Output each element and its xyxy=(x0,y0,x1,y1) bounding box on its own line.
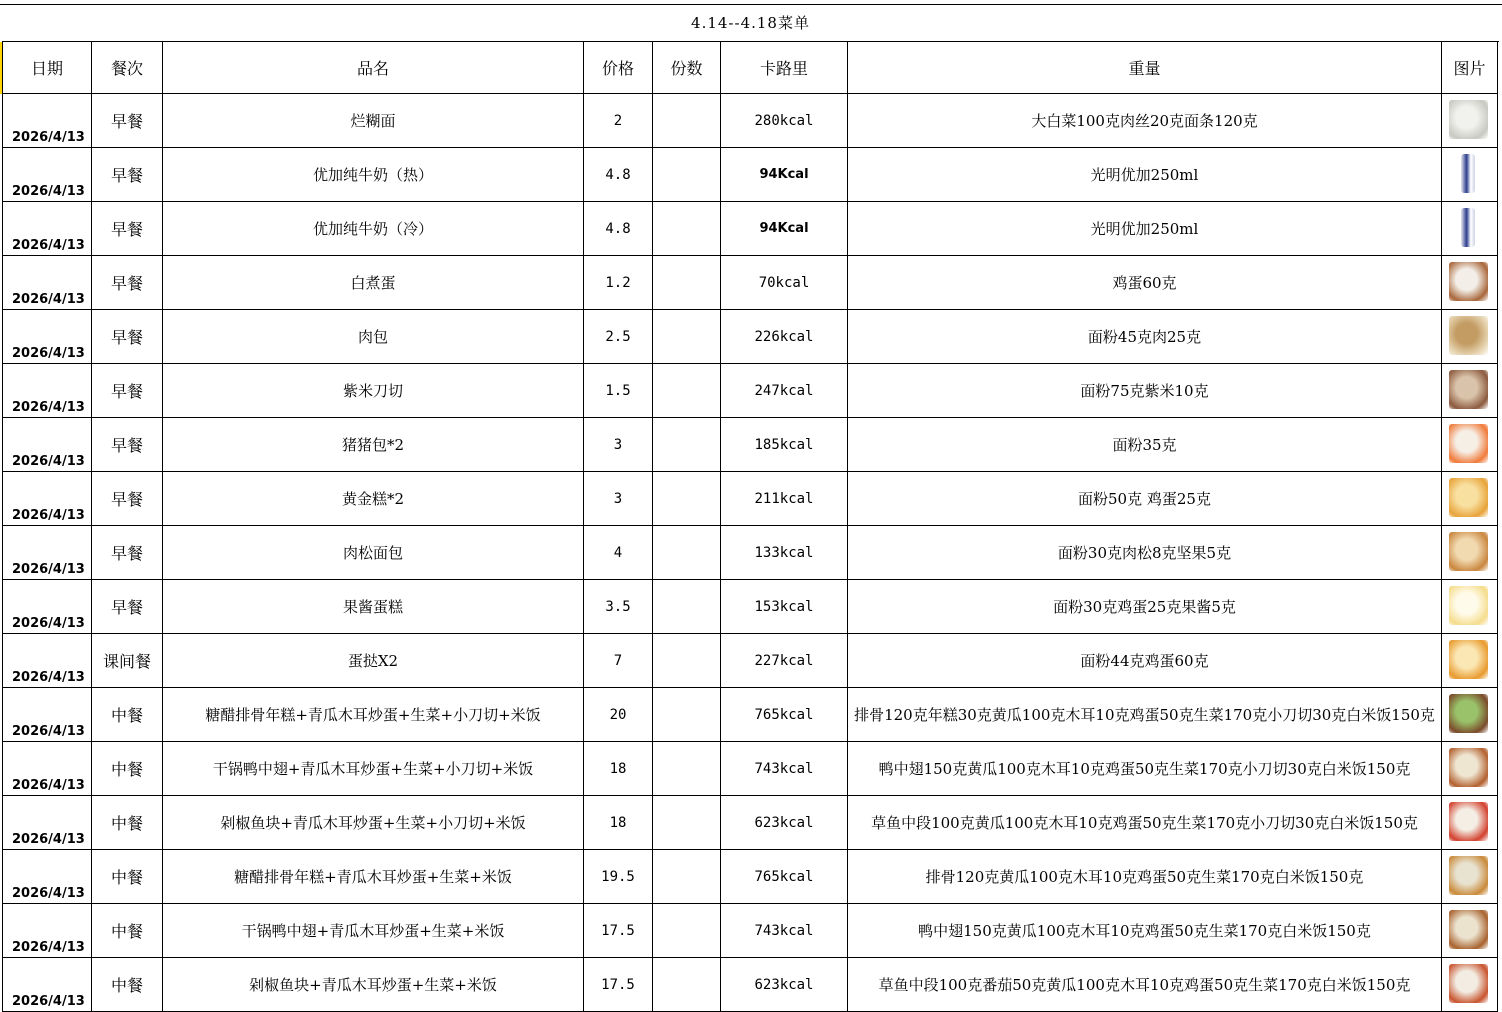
meal-cell[interactable]: 早餐 xyxy=(92,364,163,418)
table-row xyxy=(3,742,1498,796)
date-cell[interactable]: 2026/4/13 xyxy=(3,796,92,850)
weight-cell[interactable]: 面粉30克鸡蛋25克果酱5克 xyxy=(848,580,1442,634)
floss-bread-photo[interactable] xyxy=(1449,532,1488,571)
meal-cell[interactable]: 中餐 xyxy=(92,958,163,1012)
date-cell[interactable]: 2026/4/13 xyxy=(3,634,92,688)
header-date[interactable]: 日期 xyxy=(3,42,92,94)
price-cell[interactable]: 1.2 xyxy=(584,256,653,310)
weight-cell[interactable]: 鸡蛋60克 xyxy=(848,256,1442,310)
item-name-cell[interactable]: 蛋挞X2 xyxy=(163,634,584,688)
meal-cell[interactable]: 早餐 xyxy=(92,148,163,202)
header-price[interactable]: 价格 xyxy=(584,42,653,94)
item-name-cell[interactable]: 干锅鸭中翅+青瓜木耳炒蛋+生菜+小刀切+米饭 xyxy=(163,742,584,796)
header-image[interactable]: 图片 xyxy=(1442,42,1498,94)
weight-cell[interactable]: 大白菜100克肉丝20克面条120克 xyxy=(848,94,1442,148)
price-cell[interactable]: 3 xyxy=(584,472,653,526)
meal-cell[interactable]: 中餐 xyxy=(92,904,163,958)
item-name-cell[interactable]: 肉松面包 xyxy=(163,526,584,580)
meal-cell[interactable]: 早餐 xyxy=(92,472,163,526)
purple-rice-bun-photo[interactable] xyxy=(1449,370,1488,409)
item-name-cell[interactable]: 糖醋排骨年糕+青瓜木耳炒蛋+生菜+米饭 xyxy=(163,850,584,904)
qty-cell[interactable] xyxy=(653,850,721,904)
calories-cell[interactable]: 743kcal xyxy=(721,742,848,796)
date-cell[interactable]: 2026/4/13 xyxy=(3,256,92,310)
lunch-box-photo[interactable] xyxy=(1449,964,1488,1003)
meal-cell[interactable]: 中餐 xyxy=(92,850,163,904)
price-cell[interactable]: 17.5 xyxy=(584,904,653,958)
meal-cell[interactable]: 早餐 xyxy=(92,202,163,256)
meal-cell[interactable]: 中餐 xyxy=(92,688,163,742)
meat-bun-photo[interactable] xyxy=(1449,316,1488,355)
lunch-box-photo[interactable] xyxy=(1449,856,1488,895)
item-name-cell[interactable]: 果酱蛋糕 xyxy=(163,580,584,634)
sheet-title[interactable]: 4.14--4.18菜单 xyxy=(2,4,1499,42)
header-meal[interactable]: 餐次 xyxy=(92,42,163,94)
calories-cell[interactable]: 94Kcal xyxy=(721,148,848,202)
image-cell[interactable] xyxy=(1442,472,1498,526)
item-name-cell[interactable]: 糖醋排骨年糕+青瓜木耳炒蛋+生菜+小刀切+米饭 xyxy=(163,688,584,742)
weight-cell[interactable]: 面粉44克鸡蛋60克 xyxy=(848,634,1442,688)
meal-cell[interactable]: 早餐 xyxy=(92,580,163,634)
header-name[interactable]: 品名 xyxy=(163,42,584,94)
piggy-bun-photo[interactable] xyxy=(1449,424,1488,463)
date-cell[interactable]: 2026/4/13 xyxy=(3,418,92,472)
calories-cell[interactable]: 247kcal xyxy=(721,364,848,418)
image-cell[interactable] xyxy=(1442,850,1498,904)
qty-cell[interactable] xyxy=(653,310,721,364)
date-cell[interactable]: 2026/4/13 xyxy=(3,364,92,418)
item-name-cell[interactable]: 干锅鸭中翅+青瓜木耳炒蛋+生菜+米饭 xyxy=(163,904,584,958)
table-row xyxy=(3,580,1498,634)
price-cell[interactable]: 4.8 xyxy=(584,148,653,202)
item-name-cell[interactable]: 紫米刀切 xyxy=(163,364,584,418)
calories-cell[interactable]: 280kcal xyxy=(721,94,848,148)
price-cell[interactable]: 17.5 xyxy=(584,958,653,1012)
date-cell[interactable]: 2026/4/13 xyxy=(3,958,92,1012)
noodle-soup-photo[interactable] xyxy=(1449,100,1488,139)
item-name-cell[interactable]: 优加纯牛奶（冷） xyxy=(163,202,584,256)
jam-cake-photo[interactable] xyxy=(1449,586,1488,625)
date-cell[interactable]: 2026/4/13 xyxy=(3,688,92,742)
price-cell[interactable]: 20 xyxy=(584,688,653,742)
image-cell[interactable] xyxy=(1442,310,1498,364)
meal-cell[interactable]: 中餐 xyxy=(92,796,163,850)
image-cell[interactable] xyxy=(1442,94,1498,148)
calories-cell[interactable]: 185kcal xyxy=(721,418,848,472)
table-row xyxy=(3,148,1498,202)
weight-cell[interactable]: 鸭中翅150克黄瓜100克木耳10克鸡蛋50克生菜170克小刀切30克白米饭150克 xyxy=(848,742,1442,796)
header-weight[interactable]: 重量 xyxy=(848,42,1442,94)
qty-cell[interactable] xyxy=(653,958,721,1012)
table-row xyxy=(3,904,1498,958)
image-cell[interactable] xyxy=(1442,742,1498,796)
weight-cell[interactable]: 光明优加250ml xyxy=(848,148,1442,202)
price-cell[interactable]: 18 xyxy=(584,796,653,850)
image-cell[interactable] xyxy=(1442,634,1498,688)
image-cell[interactable] xyxy=(1442,526,1498,580)
price-cell[interactable]: 4 xyxy=(584,526,653,580)
qty-cell[interactable] xyxy=(653,796,721,850)
milk-carton-photo[interactable] xyxy=(1461,154,1475,193)
table-row xyxy=(3,256,1498,310)
qty-cell[interactable] xyxy=(653,688,721,742)
date-cell[interactable]: 2026/4/13 xyxy=(3,202,92,256)
header-calories[interactable]: 卡路里 xyxy=(721,42,848,94)
egg-tart-photo[interactable] xyxy=(1449,640,1488,679)
calories-cell[interactable]: 153kcal xyxy=(721,580,848,634)
image-cell[interactable] xyxy=(1442,256,1498,310)
image-cell[interactable] xyxy=(1442,796,1498,850)
meal-cell[interactable]: 早餐 xyxy=(92,526,163,580)
lunch-box-photo[interactable] xyxy=(1449,694,1488,733)
meal-cell[interactable]: 中餐 xyxy=(92,742,163,796)
item-name-cell[interactable]: 黄金糕*2 xyxy=(163,472,584,526)
date-cell[interactable]: 2026/4/13 xyxy=(3,472,92,526)
calories-cell[interactable]: 94Kcal xyxy=(721,202,848,256)
image-cell[interactable] xyxy=(1442,202,1498,256)
calories-cell[interactable]: 226kcal xyxy=(721,310,848,364)
qty-cell[interactable] xyxy=(653,148,721,202)
date-cell[interactable]: 2026/4/13 xyxy=(3,310,92,364)
meal-cell[interactable]: 早餐 xyxy=(92,94,163,148)
lunch-box-photo[interactable] xyxy=(1449,748,1488,787)
price-cell[interactable]: 2 xyxy=(584,94,653,148)
image-cell[interactable] xyxy=(1442,580,1498,634)
date-cell[interactable]: 2026/4/13 xyxy=(3,742,92,796)
weight-cell[interactable]: 草鱼中段100克番茄50克黄瓜100克木耳10克鸡蛋50克生菜170克白米饭150克 xyxy=(848,958,1442,1012)
date-cell[interactable]: 2026/4/13 xyxy=(3,580,92,634)
lunch-box-photo[interactable] xyxy=(1449,802,1488,841)
qty-cell[interactable] xyxy=(653,580,721,634)
price-cell[interactable]: 19.5 xyxy=(584,850,653,904)
date-cell[interactable]: 2026/4/13 xyxy=(3,526,92,580)
qty-cell[interactable] xyxy=(653,418,721,472)
price-cell[interactable]: 2.5 xyxy=(584,310,653,364)
weight-cell[interactable]: 面粉35克 xyxy=(848,418,1442,472)
calories-cell[interactable]: 211kcal xyxy=(721,472,848,526)
lunch-box-photo[interactable] xyxy=(1449,910,1488,949)
weight-cell[interactable]: 草鱼中段100克黄瓜100克木耳10克鸡蛋50克生菜170克小刀切30克白米饭150克 xyxy=(848,796,1442,850)
item-name-cell[interactable]: 剁椒鱼块+青瓜木耳炒蛋+生菜+小刀切+米饭 xyxy=(163,796,584,850)
date-cell[interactable]: 2026/4/13 xyxy=(3,94,92,148)
qty-cell[interactable] xyxy=(653,742,721,796)
table-row xyxy=(3,418,1498,472)
weight-cell[interactable]: 光明优加250ml xyxy=(848,202,1442,256)
image-cell[interactable] xyxy=(1442,148,1498,202)
table-row xyxy=(3,364,1498,418)
date-cell[interactable]: 2026/4/13 xyxy=(3,850,92,904)
menu-table xyxy=(2,41,1498,1012)
calories-cell[interactable]: 227kcal xyxy=(721,634,848,688)
price-cell[interactable]: 1.5 xyxy=(584,364,653,418)
table-row xyxy=(3,850,1498,904)
item-name-cell[interactable]: 烂糊面 xyxy=(163,94,584,148)
price-cell[interactable]: 3 xyxy=(584,418,653,472)
meal-cell[interactable]: 早餐 xyxy=(92,418,163,472)
table-row xyxy=(3,526,1498,580)
date-cell[interactable]: 2026/4/13 xyxy=(3,904,92,958)
price-cell[interactable]: 7 xyxy=(584,634,653,688)
weight-cell[interactable]: 排骨120克黄瓜100克木耳10克鸡蛋50克生菜170克白米饭150克 xyxy=(848,850,1442,904)
weight-cell[interactable]: 面粉50克 鸡蛋25克 xyxy=(848,472,1442,526)
meal-cell[interactable]: 早餐 xyxy=(92,256,163,310)
table-row xyxy=(3,310,1498,364)
calories-cell[interactable]: 765kcal xyxy=(721,688,848,742)
item-name-cell[interactable]: 白煮蛋 xyxy=(163,256,584,310)
price-cell[interactable]: 18 xyxy=(584,742,653,796)
calories-cell[interactable]: 765kcal xyxy=(721,850,848,904)
image-cell[interactable] xyxy=(1442,364,1498,418)
item-name-cell[interactable]: 猪猪包*2 xyxy=(163,418,584,472)
item-name-cell[interactable]: 剁椒鱼块+青瓜木耳炒蛋+生菜+米饭 xyxy=(163,958,584,1012)
price-cell[interactable]: 4.8 xyxy=(584,202,653,256)
qty-cell[interactable] xyxy=(653,472,721,526)
weight-cell[interactable]: 排骨120克年糕30克黄瓜100克木耳10克鸡蛋50克生菜170克小刀切30克白米饭150克 xyxy=(848,688,1442,742)
boiled-egg-photo[interactable] xyxy=(1449,262,1488,301)
meal-cell[interactable]: 早餐 xyxy=(92,310,163,364)
table-row xyxy=(3,94,1498,148)
calories-cell[interactable]: 133kcal xyxy=(721,526,848,580)
qty-cell[interactable] xyxy=(653,202,721,256)
image-cell[interactable] xyxy=(1442,688,1498,742)
qty-cell[interactable] xyxy=(653,634,721,688)
milk-carton-photo[interactable] xyxy=(1461,208,1475,247)
price-cell[interactable]: 3.5 xyxy=(584,580,653,634)
weight-cell[interactable]: 面粉45克肉25克 xyxy=(848,310,1442,364)
qty-cell[interactable] xyxy=(653,94,721,148)
table-row xyxy=(3,202,1498,256)
qty-cell[interactable] xyxy=(653,256,721,310)
image-cell[interactable] xyxy=(1442,904,1498,958)
table-row xyxy=(3,958,1498,1012)
header-qty[interactable]: 份数 xyxy=(653,42,721,94)
header-row xyxy=(3,42,1498,94)
table-row xyxy=(3,472,1498,526)
calories-cell[interactable]: 623kcal xyxy=(721,958,848,1012)
table-row xyxy=(3,688,1498,742)
calories-cell[interactable]: 70kcal xyxy=(721,256,848,310)
qty-cell[interactable] xyxy=(653,526,721,580)
item-name-cell[interactable]: 优加纯牛奶（热） xyxy=(163,148,584,202)
weight-cell[interactable]: 面粉30克肉松8克坚果5克 xyxy=(848,526,1442,580)
calories-cell[interactable]: 743kcal xyxy=(721,904,848,958)
calories-cell[interactable]: 623kcal xyxy=(721,796,848,850)
table-row xyxy=(3,796,1498,850)
weight-cell[interactable]: 面粉75克紫米10克 xyxy=(848,364,1442,418)
qty-cell[interactable] xyxy=(653,904,721,958)
image-cell[interactable] xyxy=(1442,418,1498,472)
date-cell[interactable]: 2026/4/13 xyxy=(3,148,92,202)
table-row xyxy=(3,634,1498,688)
image-cell[interactable] xyxy=(1442,958,1498,1012)
item-name-cell[interactable]: 肉包 xyxy=(163,310,584,364)
qty-cell[interactable] xyxy=(653,364,721,418)
golden-cake-photo[interactable] xyxy=(1449,478,1488,517)
meal-cell[interactable]: 课间餐 xyxy=(92,634,163,688)
weight-cell[interactable]: 鸭中翅150克黄瓜100克木耳10克鸡蛋50克生菜170克白米饭150克 xyxy=(848,904,1442,958)
